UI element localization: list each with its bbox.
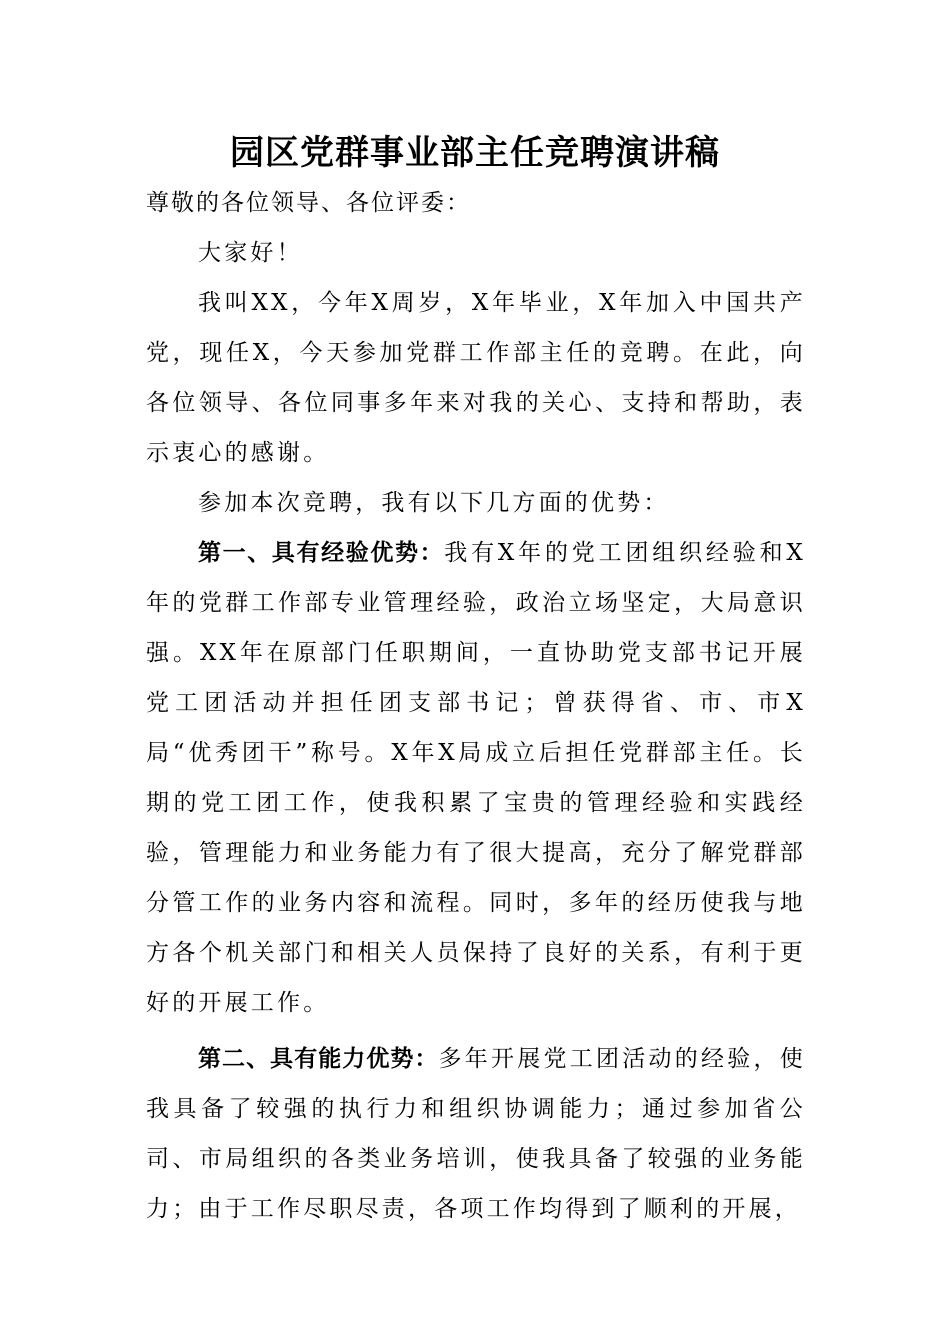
first-advantage-text: 我有X年的党工团组织经验和X年的党群工作部专业管理经验，政治立场坚定，大局意识强。XX年在原部门任职期间，一直协助党支部书记开展党工团活动并担任团支部书记；曾获得省、市、市X局“优秀团干”称号。X年X局成立后担任党群部主任。长期的党工团工作，使我积累了宝贵的管理经验和实践经验，管理能力和业务能力有了很大提高，充分了解党群部分管工作的业务内容和流程。同时，多年的经历使我与地方各个机关部门和相关人员保持了良好的关系，有利于更好的开展工作。 [146,540,806,1016]
second-advantage-text: 多年开展党工团活动的经验，使我具备了较强的执行力和组织协调能力；通过参加省公司、市局组织的各类业务培训，使我具备了较强的业务能力；由于工作尽职尽责，各项工作均得到了顺利的开展， [146,1046,807,1222]
second-advantage-heading: 第二、具有能力优势： [198,1046,439,1072]
greeting: 大家好！ [198,240,303,266]
first-advantage-paragraph [146,528,806,1028]
first-advantage-heading: 第一、具有经验优势： [198,540,445,566]
advantages-intro-paragraph: 参加本次竞聘，我有以下几方面的优势： [198,490,670,516]
second-advantage-paragraph [146,1034,806,1234]
salutation: 尊敬的各位领导、各位评委： [146,190,471,216]
intro-paragraph: 我叫XX，今年X周岁，X年毕业，X年加入中国共产党，现任X，今天参加党群工作部主任的竞聘。在此，向各位领导、各位同事多年来对我的关心、支持和帮助，表示衷心的感谢。 [146,290,806,466]
document-title: 园区党群事业部主任竞聘演讲稿 [230,133,720,173]
document-body [146,178,806,1234]
